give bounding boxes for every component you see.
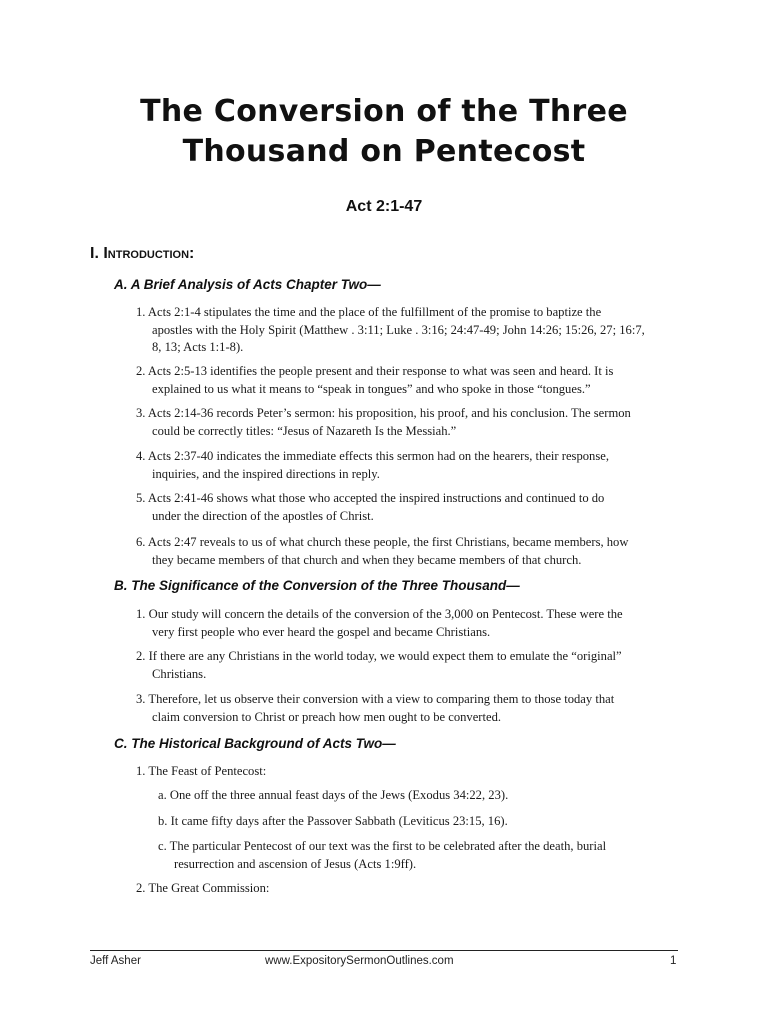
list-item	[136, 304, 676, 357]
item-letter: a.	[158, 788, 167, 802]
item-text-cont: Christians.	[152, 666, 207, 681]
item-number: 1.	[136, 764, 146, 778]
item-text-cont: they became members of that church and when they became members of that church.	[152, 552, 582, 567]
list-item	[136, 763, 676, 781]
list-item	[136, 534, 676, 569]
title-line-1: The Conversion of the Three	[140, 94, 628, 129]
item-number: 2.	[136, 649, 146, 663]
item-letter: b.	[158, 814, 168, 828]
item-text-cont: very first people who ever heard the gospel and became Christians.	[152, 624, 491, 639]
scripture-reference: Act 2:1-47	[345, 198, 423, 215]
item-text: The particular Pentecost of our text was the first to be celebrated after the death, burial	[169, 839, 607, 853]
item-text: Our study will concern the details of the conversion of the 3,000 on Pentecost. These were the	[148, 607, 623, 621]
item-letter: c.	[158, 839, 167, 853]
section-heading-introduction	[90, 245, 194, 263]
item-text-cont: apostles with the Holy Spirit (Matthew . 3:11; Luke . 3:16; 24:47-49; John 14:26; 15:26, 27; 16:7,	[152, 322, 645, 337]
subheading-c: C. The Historical Background of Acts Two—	[114, 736, 396, 751]
item-number: 2.	[136, 881, 146, 895]
list-item	[136, 606, 676, 641]
footer-website: www.ExpositorySermonOutlines.com	[265, 955, 454, 967]
item-number: 3.	[136, 406, 146, 420]
list-item	[136, 648, 676, 683]
item-text: Acts 2:41-46 shows what those who accepted the inspired instructions and continued to do	[147, 491, 605, 505]
item-number: 6.	[136, 535, 146, 549]
list-item	[136, 490, 676, 525]
item-text: Acts 2:37-40 indicates the immediate effects this sermon had on the hearers, their response,	[147, 449, 609, 463]
list-item	[136, 405, 676, 440]
footer-divider	[90, 950, 678, 951]
item-text: If there are any Christians in the world today, we would expect them to emulate the “original”	[148, 649, 622, 663]
footer-page-number: 1	[670, 955, 677, 967]
item-text: The Great Commission:	[148, 881, 270, 895]
footer-author: Jeff Asher	[90, 955, 141, 967]
item-text: It came fifty days after the Passover Sabbath (Leviticus 23:15, 16).	[170, 814, 508, 828]
item-number: 2.	[136, 364, 146, 378]
item-number: 5.	[136, 491, 146, 505]
item-text-cont: could be correctly titles: “Jesus of Nazareth Is the Messiah.”	[152, 423, 457, 438]
item-text-cont: explained to us what it means to “speak in tongues” and who spoke in those “tongues.”	[152, 381, 591, 396]
item-text-cont: inquiries, and the inspired directions in reply.	[152, 466, 380, 481]
item-number: 1.	[136, 607, 146, 621]
section-number: I.	[90, 245, 99, 262]
item-text-cont: 8, 13; Acts 1:1-8).	[152, 340, 244, 354]
subheading-a: A. A Brief Analysis of Acts Chapter Two—	[114, 277, 381, 292]
list-item	[136, 363, 676, 398]
item-text: Acts 2:47 reveals to us of what church these people, the first Christians, became members, how	[147, 535, 629, 549]
sub-list-item	[158, 787, 668, 805]
section-label: Introduction:	[103, 245, 195, 262]
document-title	[0, 92, 768, 172]
sub-list-item	[158, 838, 668, 873]
list-item	[136, 691, 676, 726]
sub-list-item	[158, 813, 668, 831]
item-text: Acts 2:5-13 identifies the people present and their response to what was seen and heard. It is	[147, 364, 614, 378]
item-text-cont: resurrection and ascension of Jesus (Acts 1:9ff).	[174, 856, 417, 871]
list-item	[136, 448, 676, 483]
item-text: Therefore, let us observe their conversion with a view to comparing them to those today that	[148, 692, 615, 706]
item-text-cont: claim conversion to Christ or preach how men ought to be converted.	[152, 709, 502, 724]
subheading-b: B. The Significance of the Conversion of the Three Thousand—	[114, 578, 520, 593]
list-item	[136, 880, 676, 898]
item-text: The Feast of Pentecost:	[148, 764, 267, 778]
item-number: 4.	[136, 449, 146, 463]
item-number: 1.	[136, 305, 146, 319]
item-text: One off the three annual feast days of the Jews (Exodus 34:22, 23).	[169, 788, 509, 802]
item-text: Acts 2:1-4 stipulates the time and the place of the fulfillment of the promise to baptize the	[147, 305, 602, 319]
item-number: 3.	[136, 692, 146, 706]
item-text: Acts 2:14-36 records Peter’s sermon: his proposition, his proof, and his conclusion. The sermon	[147, 406, 631, 420]
item-text-cont: under the direction of the apostles of Christ.	[152, 508, 374, 523]
title-line-2: Thousand on Pentecost	[182, 134, 586, 169]
